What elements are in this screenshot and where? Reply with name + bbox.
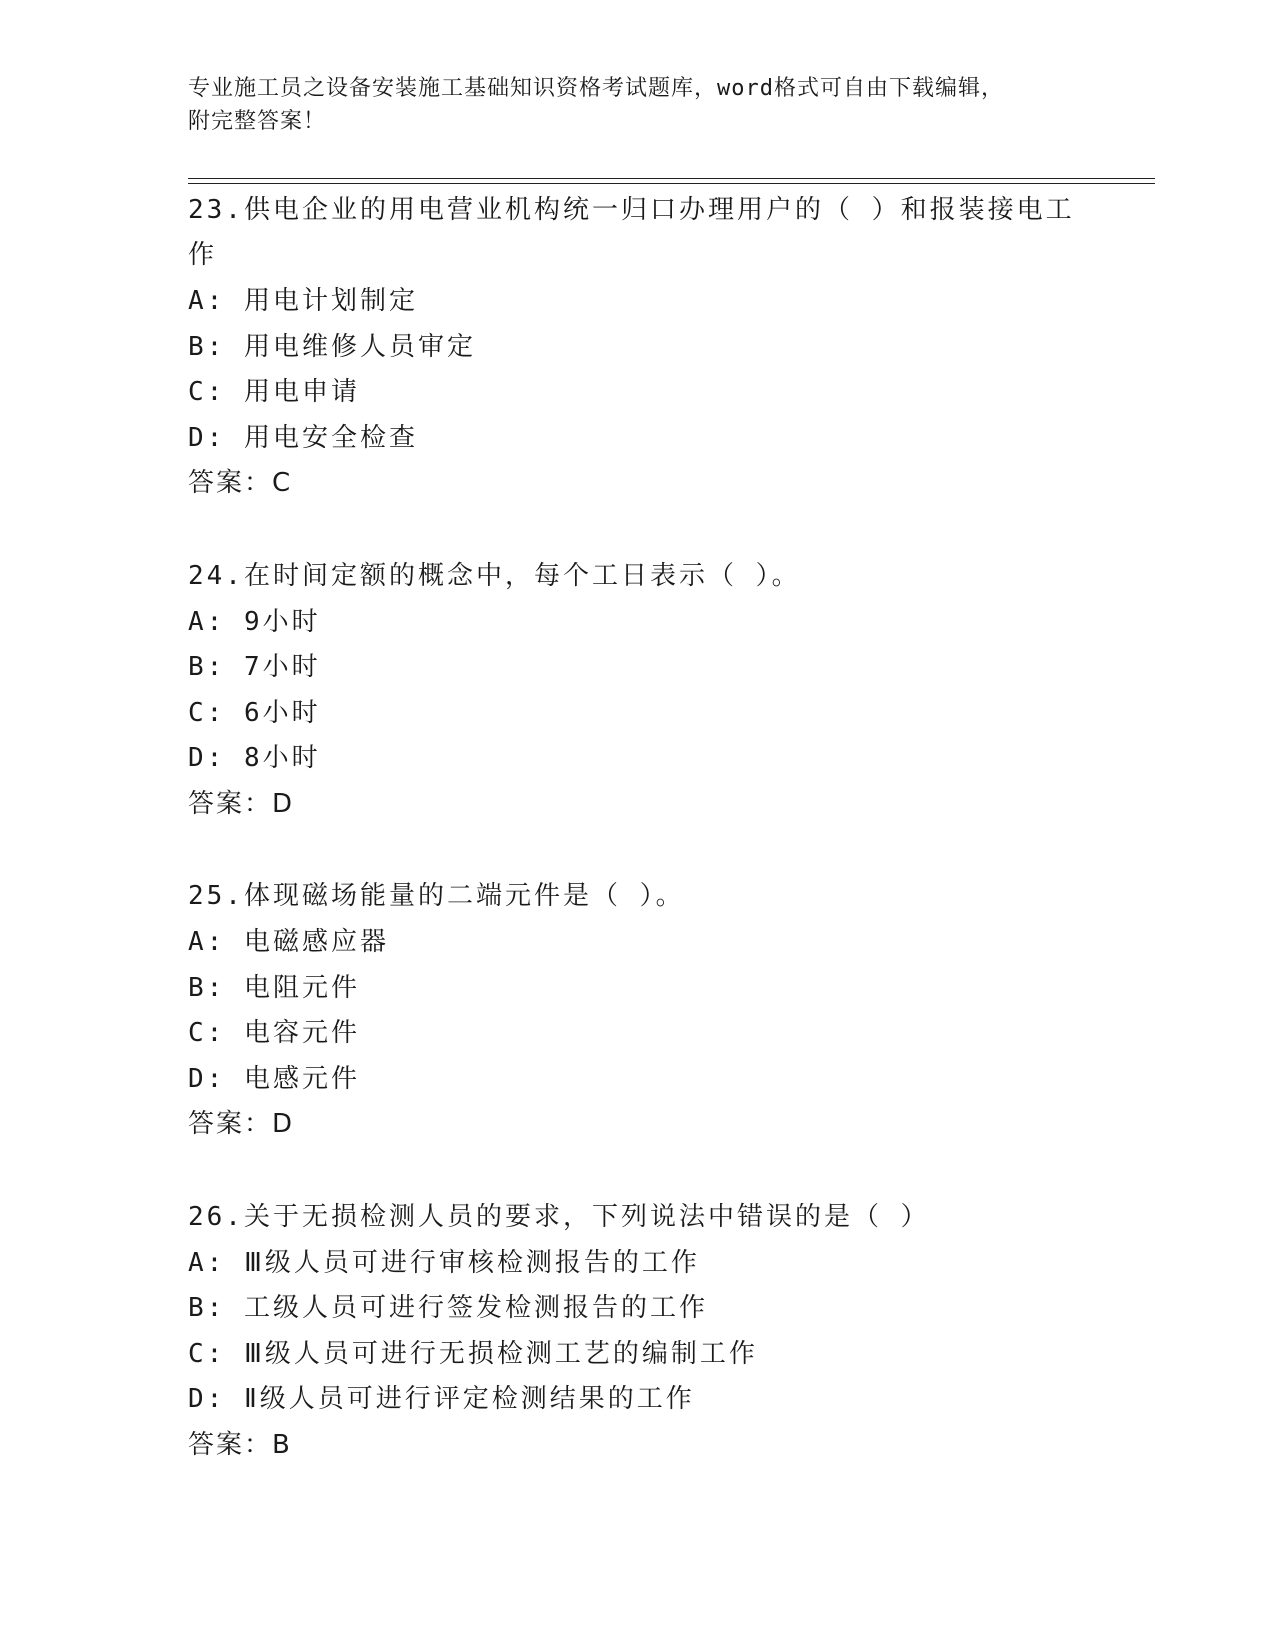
question-list xyxy=(188,188,1088,1515)
question-25 xyxy=(188,874,1088,1148)
answer: 答案：D xyxy=(188,1109,295,1139)
header-divider-top xyxy=(188,178,1155,179)
question-23 xyxy=(188,188,1088,507)
question-stem: 26.关于无损检测人员的要求，下列说法中错误的是（ ） xyxy=(188,1201,930,1232)
answer: 答案：D xyxy=(188,788,295,819)
option-a: A: 用电计划制定 xyxy=(188,286,418,316)
option-b: B: 工级人员可进行签发检测报告的工作 xyxy=(188,1293,708,1323)
option-a: A: 9小时 xyxy=(188,606,321,637)
header-line-2: 附完整答案！ xyxy=(188,109,327,134)
question-24 xyxy=(188,554,1088,828)
option-b: B: 7小时 xyxy=(188,652,321,682)
option-a: A: 电磁感应器 xyxy=(188,927,389,957)
question-stem: 25.体现磁场能量的二端元件是（ ）。 xyxy=(188,881,685,911)
answer: 答案：C xyxy=(188,468,293,498)
option-d: D: 8小时 xyxy=(188,743,321,773)
option-d: D: Ⅱ级人员可进行评定检测结果的工作 xyxy=(188,1384,695,1414)
header-line-1: 专业施工员之设备安装施工基础知识资格考试题库，word格式可自由下载编辑， xyxy=(188,76,1004,101)
question-26 xyxy=(188,1195,1088,1469)
question-stem: 23.供电企业的用电营业机构统一归口办理用户的（ ）和报装接电工作 xyxy=(188,195,1075,270)
option-c: C: 6小时 xyxy=(188,697,321,728)
document-header xyxy=(188,72,1068,138)
option-b: B: 电阻元件 xyxy=(188,972,360,1003)
header-divider-bottom xyxy=(188,183,1155,184)
option-c: C: Ⅲ级人员可进行无损检测工艺的编制工作 xyxy=(188,1338,758,1369)
option-b: B: 用电维修人员审定 xyxy=(188,331,476,362)
option-c: C: 电容元件 xyxy=(188,1018,360,1048)
option-d: D: 用电安全检查 xyxy=(188,422,418,453)
option-c: C: 用电申请 xyxy=(188,377,360,407)
question-stem: 24.在时间定额的概念中，每个工日表示（ ）。 xyxy=(188,560,801,591)
option-a: A: Ⅲ级人员可进行审核检测报告的工作 xyxy=(188,1247,700,1278)
option-d: D: 电感元件 xyxy=(188,1063,360,1094)
answer: 答案：B xyxy=(188,1429,292,1460)
